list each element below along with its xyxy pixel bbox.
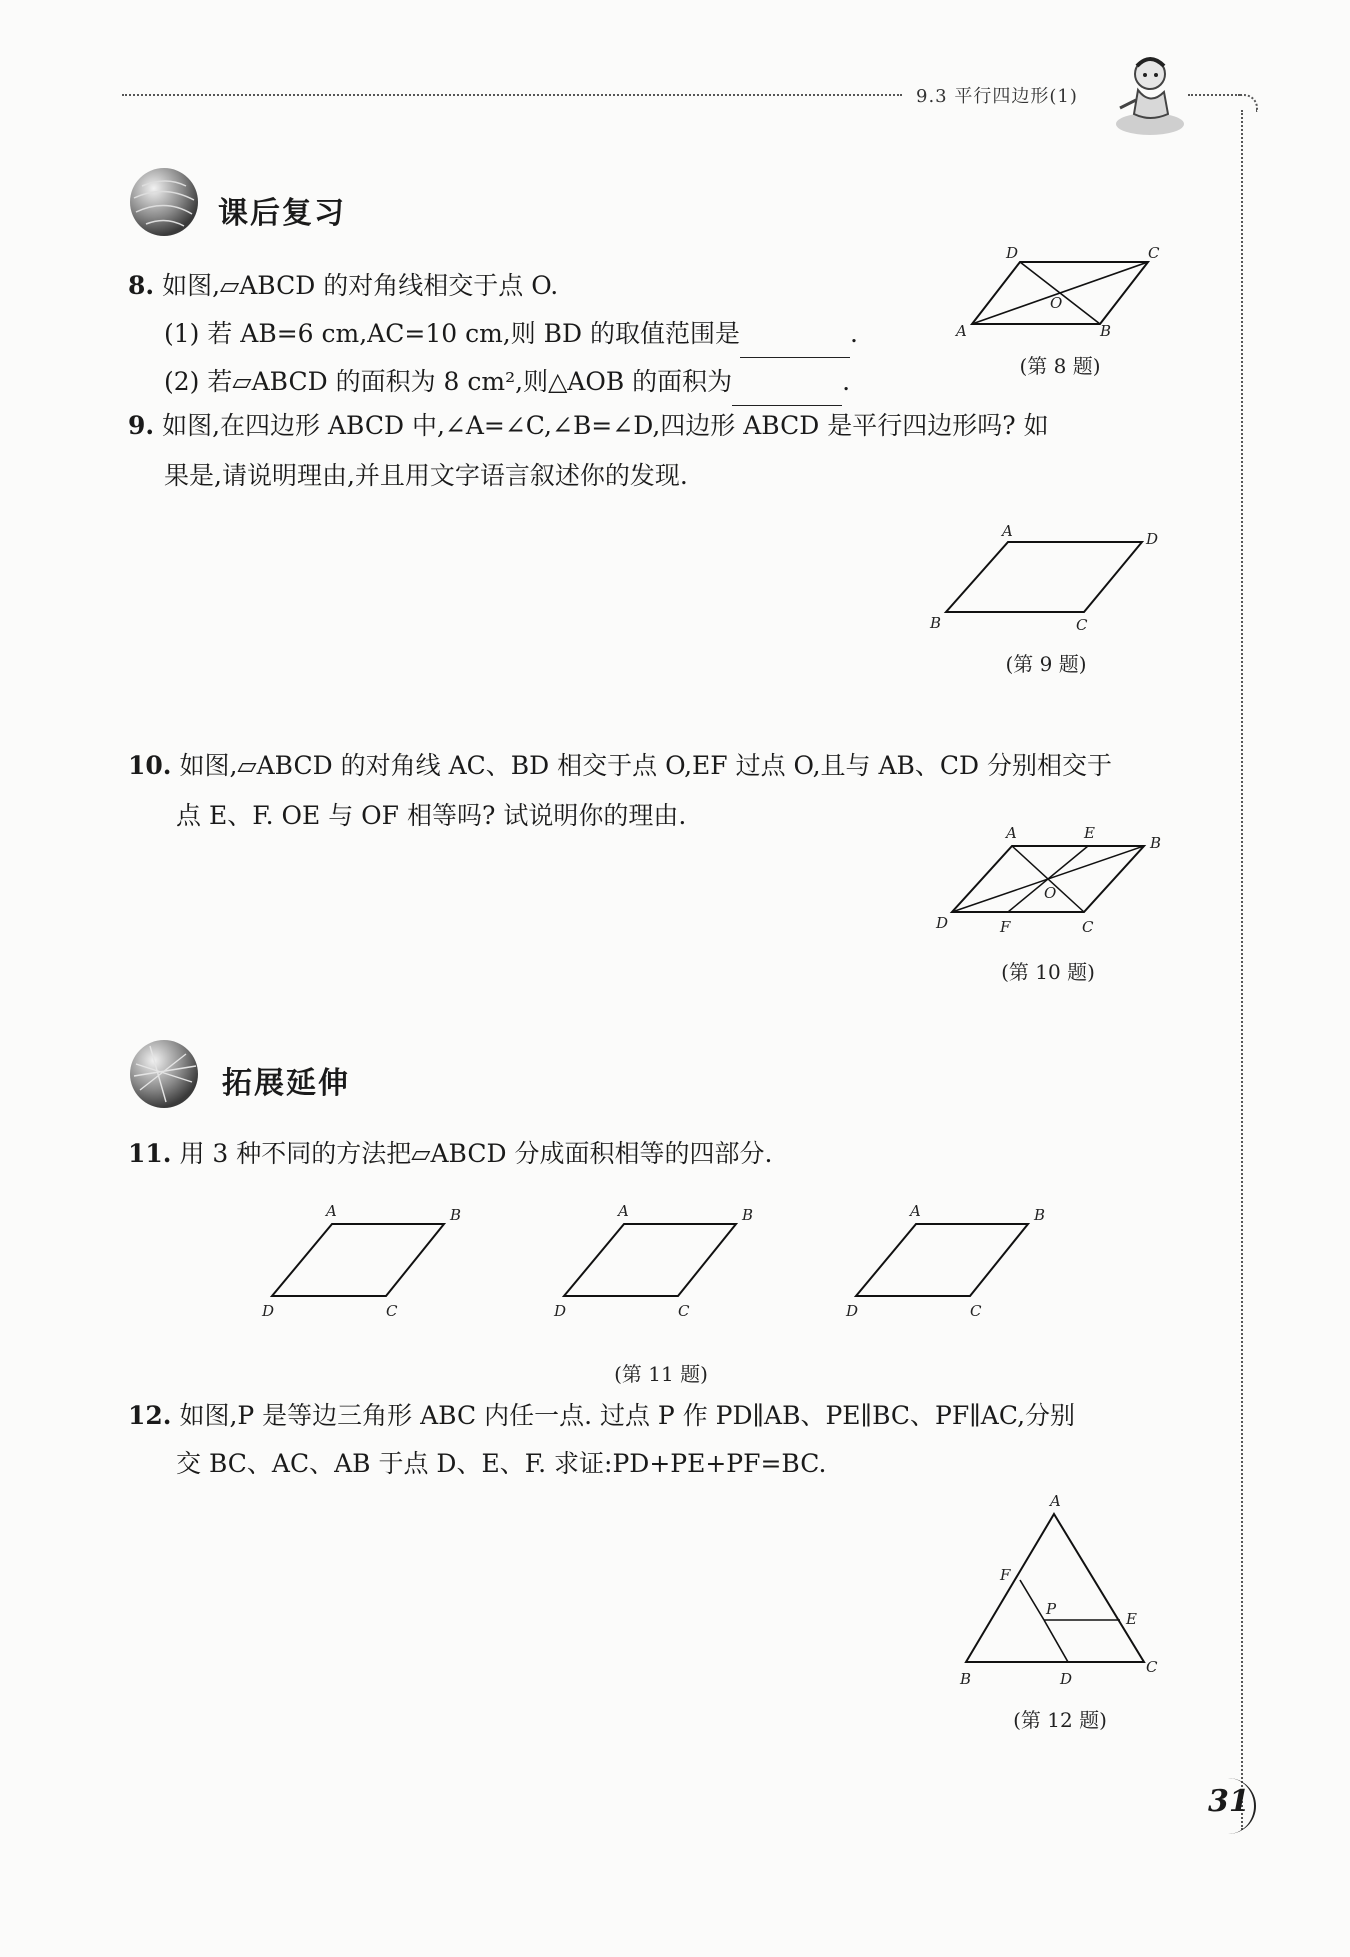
question-8-stem	[128, 262, 558, 310]
caption-q8: (第 8 题)	[1019, 354, 1101, 378]
label-C: C	[1146, 1658, 1158, 1676]
label-F: F	[1000, 1566, 1011, 1584]
label-C: C	[1148, 244, 1160, 262]
figure-q12	[950, 1484, 1170, 1694]
label-C: C	[1076, 616, 1088, 634]
caption-q9: (第 9 题)	[1005, 652, 1087, 676]
label-B: B	[1034, 1206, 1046, 1224]
question-10-line1	[128, 742, 1112, 790]
label-C: C	[386, 1302, 398, 1320]
figure-q11-2	[544, 1196, 764, 1326]
label-B: B	[1100, 322, 1112, 340]
header-rule-right	[1188, 94, 1240, 96]
label-F: F	[1000, 918, 1011, 936]
caption-q10: (第 10 题)	[1001, 960, 1095, 984]
label-B: B	[1150, 834, 1162, 852]
question-text: 如图,P 是等边三角形 ABC 内任一点. 过点 P 作 PD∥AB、PE∥BC、PF∥AC,分别	[179, 1401, 1076, 1430]
figure-q11-3	[834, 1196, 1054, 1326]
label-B: B	[450, 1206, 462, 1224]
label-D: D	[846, 1302, 859, 1320]
part-text: (1) 若 AB=6 cm,AC=10 cm,则 BD 的取值范围是	[164, 319, 741, 348]
caption-q12: (第 12 题)	[1013, 1708, 1107, 1732]
question-11	[128, 1130, 772, 1178]
question-text: 如图,▱ABCD 的对角线 AC、BD 相交于点 O,EF 过点 O,且与 AB、CD 分别相交于	[179, 751, 1113, 780]
question-8-part2	[164, 358, 850, 406]
label-O: O	[1044, 884, 1057, 902]
section-ball-icon	[126, 164, 202, 240]
answer-blank[interactable]	[740, 333, 850, 358]
label-A: A	[1002, 522, 1013, 540]
label-A: A	[326, 1202, 337, 1220]
label-C: C	[970, 1302, 982, 1320]
label-A: A	[910, 1202, 921, 1220]
page-number: 31	[1208, 1784, 1250, 1819]
mascot-icon	[1110, 48, 1190, 140]
question-8-part1	[164, 310, 858, 358]
label-E: E	[1084, 824, 1095, 842]
label-C: C	[678, 1302, 690, 1320]
figure-q8	[950, 244, 1170, 344]
question-9-line2: 果是,请说明理由,并且用文字语言叙述你的发现.	[164, 461, 688, 490]
section-title-review: 课后复习	[218, 196, 346, 231]
figure-q10	[928, 820, 1178, 950]
question-12-line1	[128, 1392, 1075, 1440]
question-text: 如图,在四边形 ABCD 中,∠A=∠C,∠B=∠D,四边形 ABCD 是平行四边形吗? 如	[162, 411, 1049, 440]
label-D: D	[1006, 244, 1019, 262]
label-D: D	[936, 914, 949, 932]
section-title-extension: 拓展延伸	[222, 1066, 350, 1101]
question-number: 10.	[128, 751, 172, 780]
label-B: B	[930, 614, 942, 632]
question-9-line1	[128, 402, 1049, 450]
label-D: D	[1060, 1670, 1073, 1688]
section-ball-icon	[126, 1036, 202, 1112]
label-D: D	[1146, 530, 1159, 548]
question-10-line2: 点 E、F. OE 与 OF 相等吗? 试说明你的理由.	[176, 801, 687, 830]
figure-q9	[920, 520, 1170, 640]
question-number: 11.	[128, 1139, 172, 1168]
label-C: C	[1082, 918, 1094, 936]
figure-q11-1	[250, 1196, 470, 1326]
label-E: E	[1126, 1610, 1137, 1628]
label-A: A	[618, 1202, 629, 1220]
label-A: A	[1006, 824, 1017, 842]
label-P: P	[1046, 1600, 1057, 1618]
question-number: 12.	[128, 1401, 172, 1430]
right-margin-line	[1241, 110, 1243, 1830]
punctuation: .	[850, 319, 858, 348]
caption-q11: (第 11 题)	[614, 1362, 708, 1386]
question-text: 用 3 种不同的方法把▱ABCD 分成面积相等的四部分.	[179, 1139, 773, 1168]
running-header: 9.3 平行四边形(1)	[916, 86, 1078, 107]
question-12-line2: 交 BC、AC、AB 于点 D、E、F. 求证:PD+PE+PF=BC.	[176, 1449, 827, 1478]
part-text: (2) 若▱ABCD 的面积为 8 cm²,则△AOB 的面积为	[164, 367, 733, 396]
label-B: B	[960, 1670, 972, 1688]
label-D: D	[554, 1302, 567, 1320]
label-O: O	[1050, 294, 1063, 312]
label-A: A	[1050, 1492, 1061, 1510]
label-D: D	[262, 1302, 275, 1320]
punctuation: .	[842, 367, 851, 396]
question-number: 9.	[128, 411, 155, 440]
label-B: B	[742, 1206, 754, 1224]
question-text: 如图,▱ABCD 的对角线相交于点 O.	[162, 271, 559, 300]
question-number: 8.	[128, 271, 155, 300]
header-rule-left	[122, 94, 902, 96]
label-A: A	[956, 322, 967, 340]
